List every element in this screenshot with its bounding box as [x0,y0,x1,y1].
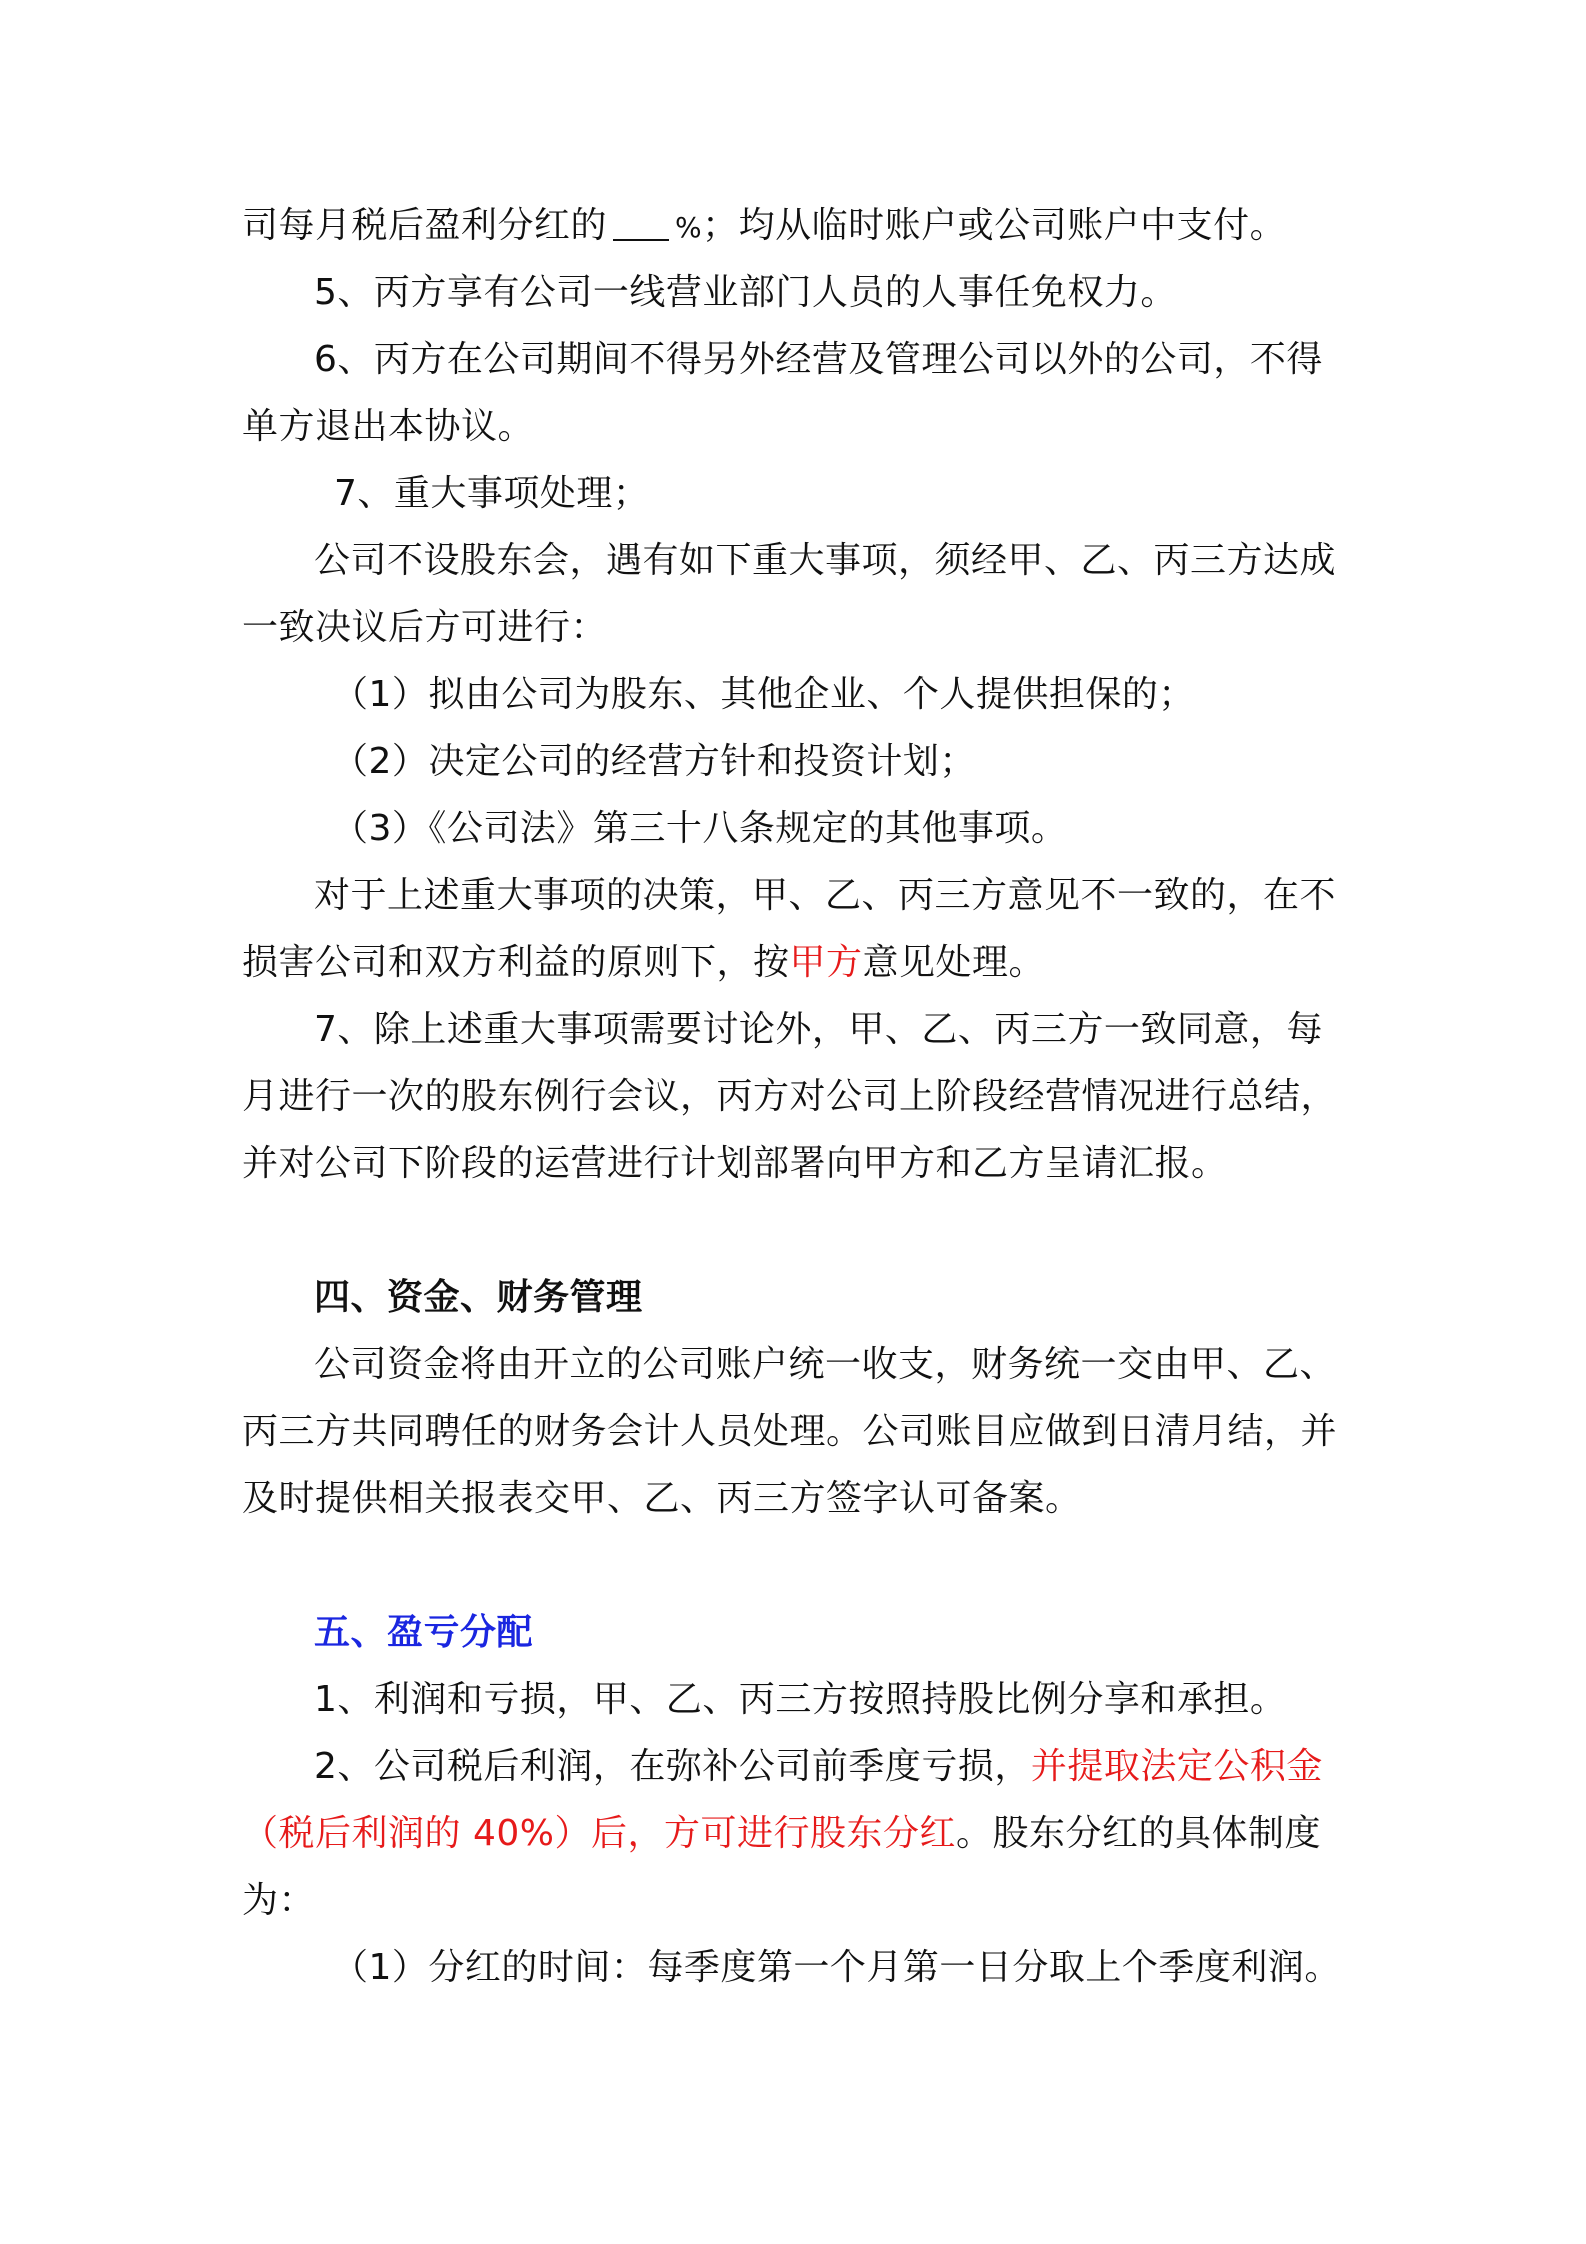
decision-paragraph-continued [242,929,1354,996]
paragraph-text: 对于上述重大事项的决策，甲、乙、丙三方意见不一致的，在不 [314,875,1337,916]
list-item [242,661,1354,728]
list-item-text: （3）《公司法》第三十八条规定的其他事项。 [332,808,1068,849]
finance-paragraph-continued [242,1398,1354,1465]
profit-clause-2-continued [242,1800,1354,1867]
list-item-text: （1）分红的时间：每季度第一个月第一日分取上个季度利润。 [332,1947,1341,1988]
finance-paragraph-continued [242,1465,1354,1532]
major-matters-intro [242,527,1354,594]
major-matters-intro-continued [242,594,1354,661]
section-heading-text: 五、盈亏分配 [314,1612,534,1653]
highlighted-text: （税后利润的 40%）后，方可进行股东分红 [242,1813,956,1854]
decision-paragraph [242,862,1354,929]
paragraph-text: 并对公司下阶段的运营进行计划部署向甲方和乙方呈请汇报。 [242,1143,1228,1184]
paragraph-text: 一致决议后方可进行： [242,607,608,648]
section-spacer [242,1532,1354,1599]
paragraph-text: 7、除上述重大事项需要讨论外，甲、乙、丙三方一致同意，每 [314,1009,1323,1050]
clause-6 [242,326,1354,393]
clause-text: 5、丙方享有公司一线营业部门人员的人事任免权力。 [314,272,1177,313]
fill-in-blank [613,209,669,241]
paragraph-text: 公司不设股东会，遇有如下重大事项，须经甲、乙、丙三方达成 [314,540,1337,581]
paragraph-line [242,192,1354,259]
highlighted-text: 甲方 [789,942,863,983]
list-item-text: （1）拟由公司为股东、其他企业、个人提供担保的； [332,674,1195,715]
highlighted-text: 并提取法定公积金 [1030,1746,1323,1787]
document-page [242,192,1354,2001]
paragraph-text: 。股东分红的具体制度 [955,1813,1321,1854]
profit-clause-2-continued [242,1867,1354,1934]
finance-paragraph [242,1331,1354,1398]
paragraph-text: 月进行一次的股东例行会议，丙方对公司上阶段经营情况进行总结， [242,1076,1338,1117]
paragraph-text: 公司资金将由开立的公司账户统一收支，财务统一交由甲、乙、 [314,1344,1337,1385]
clause-6-continued [242,393,1354,460]
clause-text: 6、丙方在公司期间不得另外经营及管理公司以外的公司，不得 [314,339,1323,380]
paragraph-text: 1、利润和亏损，甲、乙、丙三方按照持股比例分享和承担。 [314,1679,1287,1720]
paragraph-text: 丙三方共同聘任的财务会计人员处理。公司账目应做到日清月结，并 [242,1411,1338,1452]
clause-text: 7、重大事项处理； [334,473,650,514]
clause-text: 单方退出本协议。 [242,406,535,447]
list-item [242,795,1354,862]
section-heading-profit [242,1599,1354,1666]
profit-clause-1 [242,1666,1354,1733]
meeting-clause-continued [242,1063,1354,1130]
profit-clause-2 [242,1733,1354,1800]
section-heading-text: 四、资金、财务管理 [314,1277,643,1318]
paragraph-text: 损害公司和双方利益的原则下，按 [242,942,790,983]
section-spacer [242,1197,1354,1264]
text-segment: 司每月税后盈利分红的 [242,205,608,246]
meeting-clause-continued [242,1130,1354,1197]
paragraph-text: 及时提供相关报表交甲、乙、丙三方签字认可备案。 [242,1478,1082,1519]
clause-5 [242,259,1354,326]
list-item [242,1934,1354,2001]
list-item-text: （2）决定公司的经营方针和投资计划； [332,741,976,782]
paragraph-text: 2、公司税后利润，在弥补公司前季度亏损， [314,1746,1031,1787]
list-item [242,728,1354,795]
text-segment: ；均从临时账户或公司账户中支付。 [702,205,1287,246]
clause-7-title [242,460,1354,527]
section-heading-finance [242,1264,1354,1331]
percent-sign: % [675,211,703,244]
meeting-clause [242,996,1354,1063]
paragraph-text: 意见处理。 [862,942,1046,983]
paragraph-text: 为： [242,1880,316,1921]
